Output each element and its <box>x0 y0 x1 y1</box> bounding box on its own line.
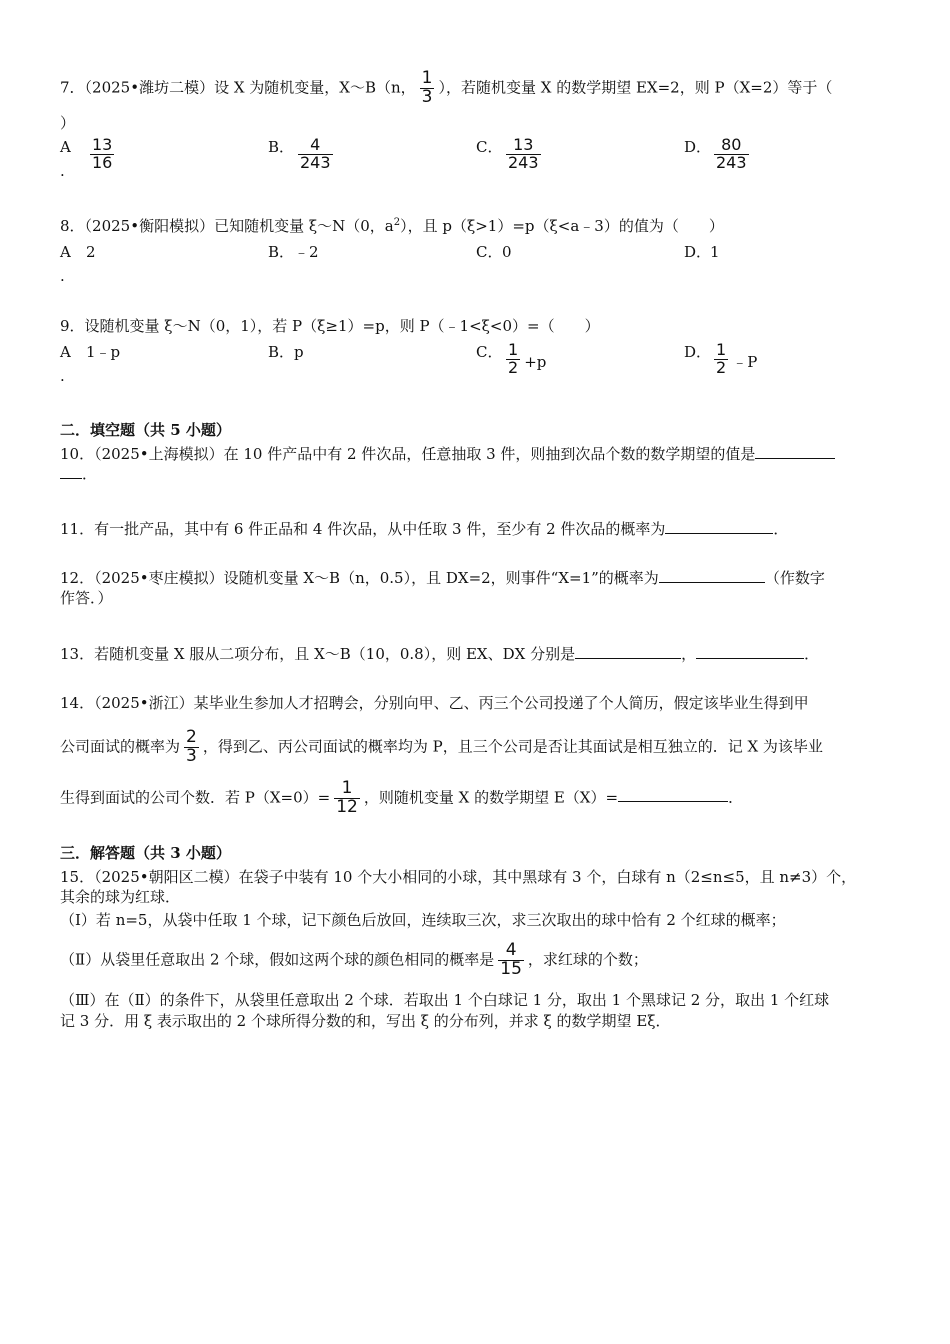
option-d: D． 1 <box>684 243 720 262</box>
question-7-options: A $\frac{13}{16}$ . B． $\frac{4}{243}$ C． $\frac{13}{243}$ D． $\frac{80}{243}$ <box>60 137 890 185</box>
question-14: 14．（2025•浙江）某毕业生参加人才招聘会，分别向甲、乙、丙三个公司投递了个人简历，假定该毕业生得到甲 公司面试的概率为 $\frac{2}{3}$ ，得到乙、丙公司面试的概率均为 P，且三个公司是否让其面试是相互独立的．记 X 为该毕业 生得到面试的公司个数．若 P（X=0）= $\frac{1}{12}$ ，则随机变量 X 的数学期望 E（X）= ． <box>60 694 823 817</box>
answer-blank <box>665 519 773 534</box>
question-10: 10．（2025•上海模拟）在 10 件产品中有 2 件次品，任意抽取 3 件，则抽到次品个数的数学期望的值是 ． <box>60 444 890 485</box>
question-9 <box>60 316 890 390</box>
answer-blank <box>659 568 765 583</box>
answer-blank <box>575 644 681 659</box>
answer-blank <box>60 464 82 479</box>
fraction: $\frac{13}{16}$ <box>92 134 113 172</box>
option-a: A $\frac{13}{16}$ <box>60 134 113 172</box>
question-9-options: A 1﹣p . B． p C． $\frac{1}{2}$ +p D． $\frac{1}{2}$ ﹣P <box>60 340 758 386</box>
option-d: D． $\frac{1}{2}$ ﹣P <box>684 340 758 378</box>
question-7: 7．（2025•潍坊二模）设 X 为随机变量，X～B（n， $\frac{1}{3}$ ），若随机变量 X 的数学期望 EX=2，则 P（X=2）等于（ ） A $\frac{13}{16}$ . B． $\frac{4}{243}$ C． $\frac{13}{243}$ D． $\frac{80}{243}$ <box>60 70 890 185</box>
option-c: C． $\frac{13}{243}$ <box>476 134 539 172</box>
option-d: D． $\frac{80}{243}$ <box>684 134 747 172</box>
question-8 <box>60 216 890 290</box>
fraction: $\frac{1}{12}$ <box>336 777 358 817</box>
question-15: 15．（2025•朝阳区二模）在袋子中装有 10 个大小相同的小球，其中黑球有 3 个，白球有 n（2≤n≤5，且 n≠3）个， 其余的球为红球． （Ⅰ）若 n=5，从袋中任取 1 个球，记下颜色后放回，连续取三次，求三次取出的球中恰有 2 个红球的概率； （Ⅱ）从袋里任意取出 2 个球，假如这两个球的颜色相同的概率是 $\frac{4}{15}$ ，求红球的个数； （Ⅲ）在（Ⅱ）的条件下，从袋里任意取出 2 个球．若取出 1 个白球记 1 分，取出 1 个黑球记 2 分，取出 1 个红球 记 3 分．用 ξ 表示取出的 2 个球所得分数的和，写出 ξ 的分布列，并求 ξ 的数学期望 Eξ． <box>60 868 857 1030</box>
option-b: B． ﹣2 <box>268 243 319 262</box>
question-8-options: A 2 . B． ﹣2 C． 0 D． 1 <box>60 243 720 286</box>
question-7-stem: 7．（2025•潍坊二模）设 X 为随机变量，X～B（n， $\frac{1}{3}$ ），若随机变量 X 的数学期望 EX=2，则 P（X=2）等于（ <box>60 68 833 107</box>
fraction: $\frac{1}{2}$ <box>508 340 519 378</box>
option-c: C． $\frac{1}{2}$ +p <box>476 340 547 378</box>
option-a: A 1﹣p <box>60 343 121 362</box>
section-heading-answer: 三．解答题（共 3 小题） <box>60 844 231 862</box>
fraction: $\frac{2}{3}$ <box>186 727 197 767</box>
question-8-stem: 8．（2025•衡阳模拟）已知随机变量 ξ～N（0，$a^2$），且 p（ξ>1）=p（ξ<a﹣3）的值为（ ） <box>60 217 724 235</box>
option-c: C． 0 <box>476 243 512 262</box>
question-12: 12．（2025•枣庄模拟）设随机变量 X～B（n，0.5），且 DX=2，则事件“X=1”的概率为 （作数字 作答．） <box>60 569 825 608</box>
fraction: $\frac{13}{243}$ <box>508 134 539 172</box>
question-11: 11．有一批产品，其中有 6 件正品和 4 件次品，从中任取 3 件，至少有 2 件次品的概率为 ． <box>60 520 789 538</box>
option-b: B． p <box>268 343 304 362</box>
fraction: $\frac{80}{243}$ <box>716 134 747 172</box>
answer-blank <box>755 444 835 459</box>
answer-blank <box>618 787 728 802</box>
fraction: $\frac{1}{2}$ <box>716 340 727 378</box>
question-9-stem: 9．设随机变量 ξ～N（0，1），若 P（ξ≥1）=p，则 P（﹣1<ξ<0）=（ ） <box>60 317 600 335</box>
fraction: $\frac{4}{15}$ <box>500 939 522 979</box>
answer-blank <box>696 644 804 659</box>
section-heading-fill-in: 二．填空题（共 5 小题） <box>60 421 231 439</box>
option-b: B． $\frac{4}{243}$ <box>268 134 331 172</box>
fraction: $\frac{1}{3}$ <box>421 68 433 107</box>
question-13: 13．若随机变量 X 服从二项分布，且 X～B（10，0.8），则 EX、DX 分别是 ， ． <box>60 645 820 663</box>
fraction: $\frac{4}{243}$ <box>300 134 331 172</box>
option-a: A 2 <box>60 243 96 262</box>
